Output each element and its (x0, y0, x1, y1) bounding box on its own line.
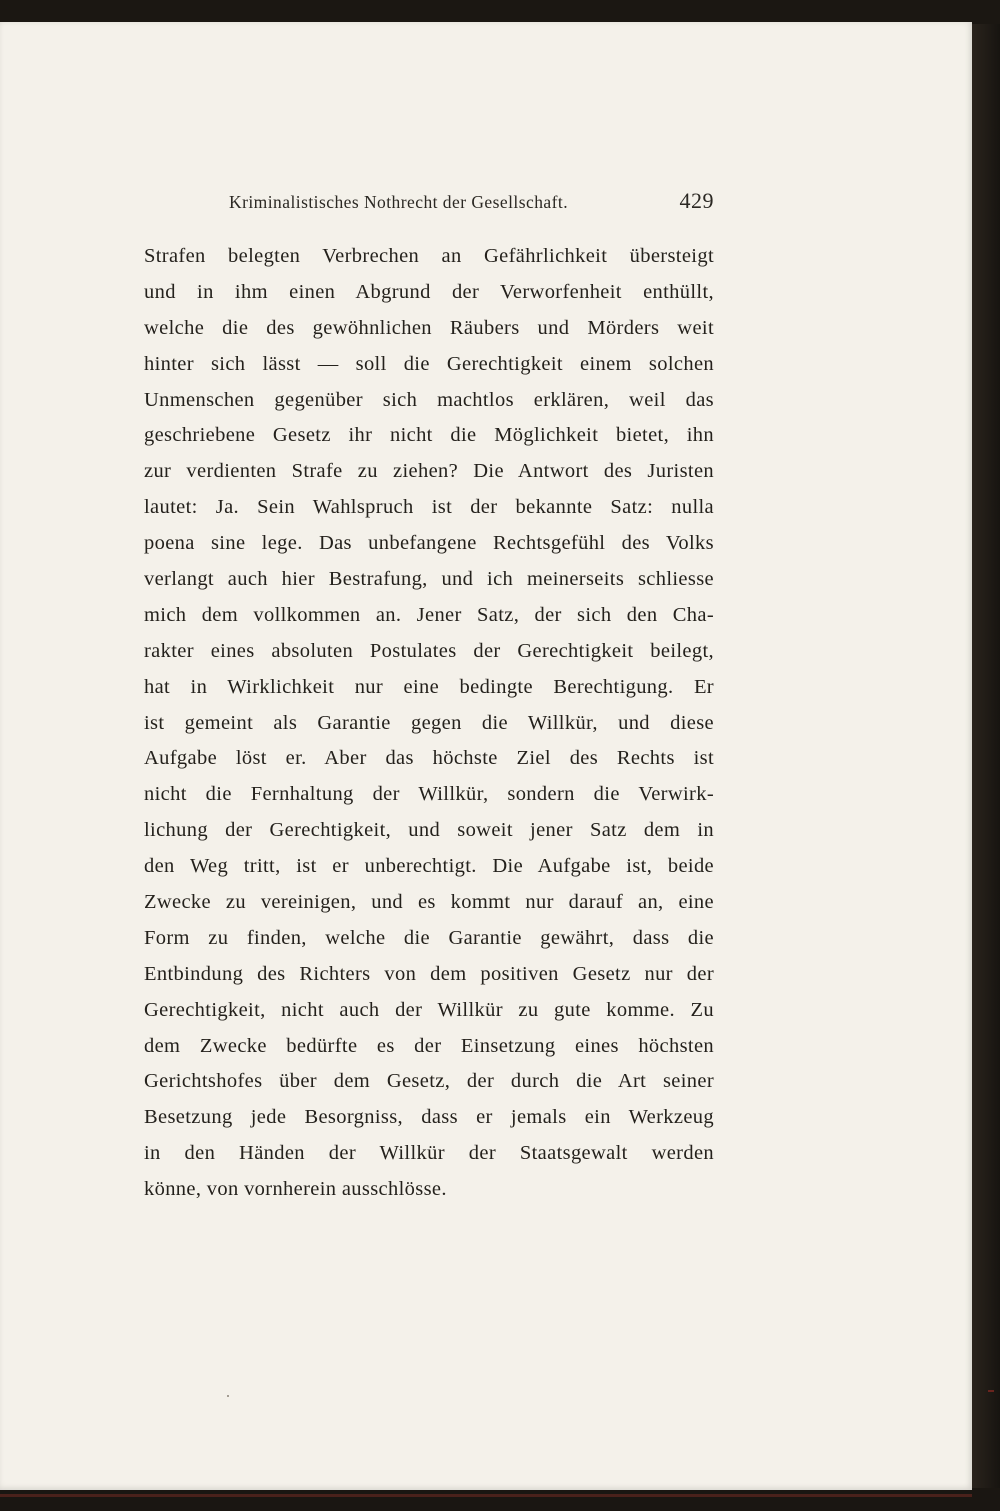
text-line: Zwecke zu vereinigen, und es kommt nur darauf an, eine (144, 891, 714, 914)
page-number: 429 (679, 188, 714, 213)
text-line: Entbindung des Richters von dem positiven Gesetz nur der (144, 962, 714, 985)
text-line: lichung der Gerechtigkeit, und soweit jener Satz dem in (144, 819, 714, 842)
text-line: mich dem vollkommen an. Jener Satz, der sich den Cha- (144, 603, 714, 626)
text-line: lautet: Ja. Sein Wahlspruch ist der bekannte Satz: nulla (144, 496, 714, 519)
edge-mark (988, 1390, 994, 1392)
running-head (229, 188, 714, 218)
text-line: hinter sich lässt — soll die Gerechtigkeit einem solchen (144, 352, 714, 375)
text-line: den Weg tritt, ist er unberechtigt. Die Aufgabe ist, beide (144, 855, 714, 878)
binding-strip (0, 1494, 972, 1497)
text-line: poena sine lege. Das unbefangene Rechtsgefühl des Volks (144, 532, 714, 555)
text-line: hat in Wirklichkeit nur eine bedingte Berechtigung. Er (144, 675, 714, 698)
text-line: Unmenschen gegenüber sich machtlos erklären, weil das (144, 388, 714, 411)
text-line: zur verdienten Strafe zu ziehen? Die Antwort des Juristen (144, 460, 714, 483)
text-line: ist gemeint als Garantie gegen die Willkür, und diese (144, 711, 714, 734)
page-edge-right (972, 24, 1000, 1488)
running-title: Kriminalistisches Nothrecht der Gesellschaft. (229, 192, 569, 212)
text-line: rakter eines absoluten Postulates der Gerechtigkeit beilegt, (144, 639, 714, 662)
paper-speck (227, 1395, 229, 1397)
text-line-last: könne, von vornherein ausschlösse. (144, 1178, 447, 1201)
text-line: Strafen belegten Verbrechen an Gefährlichkeit übersteigt (144, 245, 714, 267)
text-line: dem Zwecke bedürfte es der Einsetzung eines höchsten (144, 1034, 714, 1057)
text-line: Besetzung jede Besorgniss, dass er jemals ein Werkzeug (144, 1106, 714, 1129)
text-line: Aufgabe löst er. Aber das höchste Ziel des Rechts ist (144, 747, 714, 770)
text-line: Gerichtshofes über dem Gesetz, der durch die Art seiner (144, 1070, 714, 1093)
body-text (144, 239, 714, 1208)
text-line: Form zu finden, welche die Garantie gewährt, dass die (144, 926, 714, 949)
text-line: geschriebene Gesetz ihr nicht die Möglichkeit bietet, ihn (144, 424, 714, 447)
text-line: Gerechtigkeit, nicht auch der Willkür zu gute komme. Zu (144, 998, 714, 1021)
text-line: verlangt auch hier Bestrafung, und ich meinerseits schliesse (144, 568, 714, 591)
text-line: welche die des gewöhnlichen Räubers und Mörders weit (144, 316, 714, 339)
text-line: in den Händen der Willkür der Staatsgewalt werden (144, 1142, 714, 1165)
text-line: nicht die Fernhaltung der Willkür, sondern die Verwirk- (144, 783, 714, 806)
text-line: und in ihm einen Abgrund der Verworfenheit enthüllt, (144, 280, 714, 303)
